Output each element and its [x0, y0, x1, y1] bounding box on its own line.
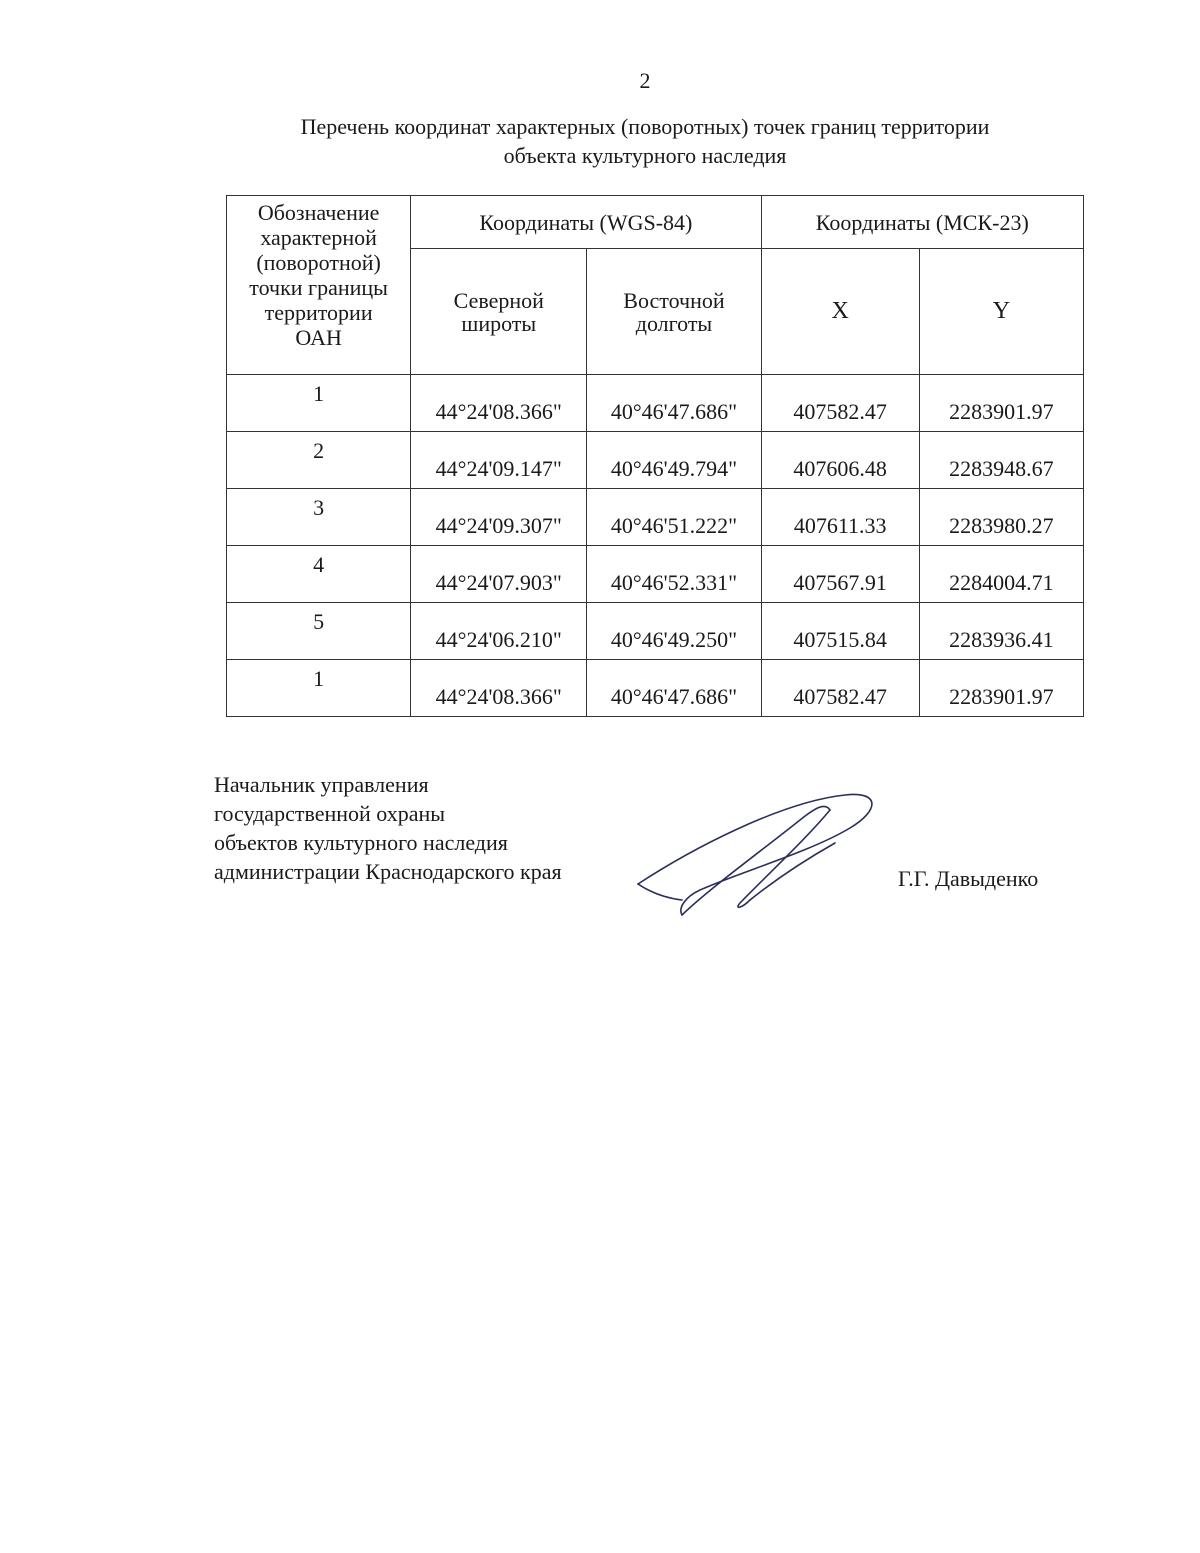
signer-position-line: администрации Краснодарского края: [214, 859, 562, 884]
header-point-line: характерной: [260, 225, 377, 250]
cell-latitude: 44°24'08.366": [411, 660, 587, 717]
cell-latitude: 44°24'09.147": [411, 432, 587, 489]
cell-y: 2283936.41: [919, 603, 1083, 660]
header-x: X: [761, 249, 919, 375]
cell-latitude: 44°24'07.903": [411, 546, 587, 603]
cell-longitude: 40°46'47.686": [587, 375, 761, 432]
cell-point: 3: [227, 489, 411, 546]
handwritten-signature-icon: [630, 780, 890, 930]
cell-latitude: 44°24'08.366": [411, 375, 587, 432]
cell-point: 1: [227, 660, 411, 717]
signer-position-line: государственной охраны: [214, 801, 446, 826]
header-latitude: [411, 249, 587, 375]
signer-name: Г.Г. Давыденко: [898, 866, 1039, 891]
header-latitude-line: широты: [461, 310, 537, 336]
cell-point: 4: [227, 546, 411, 603]
cell-point: 1: [227, 375, 411, 432]
coordinates-table: [226, 195, 1084, 717]
signature-stroke: [682, 806, 830, 915]
document-title-line-1: Перечень координат характерных (поворотных) точек границ территории: [300, 114, 990, 139]
header-y: Y: [919, 249, 1083, 375]
signer-position: [214, 770, 562, 886]
cell-longitude: 40°46'51.222": [587, 489, 761, 546]
header-latitude-line: Северной: [453, 287, 544, 313]
cell-y: 2283980.27: [919, 489, 1083, 546]
header-point-line: (поворотной): [256, 250, 381, 275]
document-title: [200, 112, 1090, 170]
cell-x: 407611.33: [761, 489, 919, 546]
cell-x: 407582.47: [761, 375, 919, 432]
table-row: [227, 375, 1084, 432]
cell-longitude: 40°46'49.250": [587, 603, 761, 660]
signature-stroke: [738, 810, 830, 907]
cell-x: 407606.48: [761, 432, 919, 489]
header-point-line: территории: [264, 300, 373, 325]
cell-y: 2283948.67: [919, 432, 1083, 489]
header-longitude-line: долготы: [635, 310, 713, 336]
page-number: 2: [639, 68, 651, 93]
cell-x: 407567.91: [761, 546, 919, 603]
header-point-designation: [227, 196, 411, 375]
header-point-line: точки границы: [249, 275, 388, 300]
cell-point: 5: [227, 603, 411, 660]
header-point-line: Обозначение: [257, 200, 380, 225]
header-longitude-line: Восточной: [623, 287, 725, 313]
table-row: [227, 546, 1084, 603]
cell-longitude: 40°46'47.686": [587, 660, 761, 717]
cell-longitude: 40°46'49.794": [587, 432, 761, 489]
cell-x: 407515.84: [761, 603, 919, 660]
signer-position-line: Начальник управления: [214, 772, 429, 797]
table-row: [227, 603, 1084, 660]
signature-stroke: [750, 843, 835, 900]
document-title-line-2: объекта культурного наследия: [503, 143, 787, 168]
cell-latitude: 44°24'09.307": [411, 489, 587, 546]
signature-stroke: [638, 884, 682, 900]
header-wgs84: Координаты (WGS-84): [411, 196, 761, 249]
signer-position-line: объектов культурного наследия: [214, 830, 508, 855]
header-msk23: Координаты (МСК-23): [761, 196, 1083, 249]
table-row: [227, 489, 1084, 546]
header-point-line: ОАН: [295, 325, 342, 350]
cell-y: 2283901.97: [919, 660, 1083, 717]
table-row: [227, 432, 1084, 489]
cell-y: 2283901.97: [919, 375, 1083, 432]
cell-longitude: 40°46'52.331": [587, 546, 761, 603]
cell-point: 2: [227, 432, 411, 489]
header-longitude: [587, 249, 761, 375]
cell-latitude: 44°24'06.210": [411, 603, 587, 660]
cell-y: 2284004.71: [919, 546, 1083, 603]
table-row: [227, 660, 1084, 717]
cell-x: 407582.47: [761, 660, 919, 717]
